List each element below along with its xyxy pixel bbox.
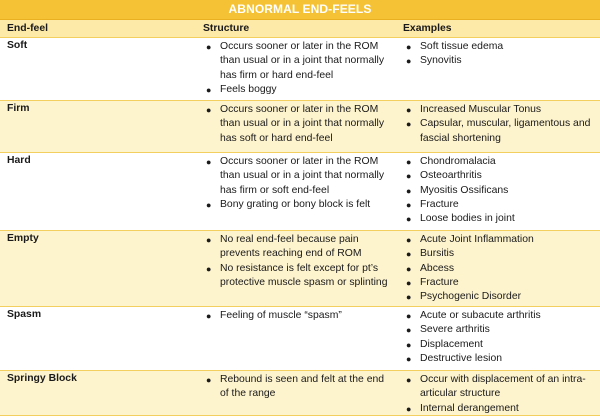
bullet-icon: ● xyxy=(206,84,212,95)
table-row xyxy=(0,101,600,153)
examples-text: Osteoarthritis xyxy=(420,170,482,182)
structure-list xyxy=(203,233,397,290)
list-item xyxy=(403,290,600,304)
structure-text: Occurs sooner or later in the ROM than usual or in a joint that normally has soft or hard end-feel xyxy=(220,104,385,144)
examples-text: Occur with displacement of an intra-articular structure xyxy=(420,374,586,400)
examples-text: Internal derangement xyxy=(420,402,519,414)
structure-list xyxy=(203,309,397,323)
examples-cell xyxy=(397,101,600,152)
examples-cell xyxy=(397,38,600,100)
table-row xyxy=(0,153,600,231)
list-item xyxy=(203,233,397,262)
structure-list xyxy=(203,155,397,212)
bullet-icon: ● xyxy=(406,56,412,67)
list-item xyxy=(403,54,600,68)
examples-text: Acute or subacute arthritis xyxy=(420,310,541,321)
examples-cell xyxy=(397,231,600,306)
structure-text: No resistance is felt except for pt’s protective muscle spasm or splinting xyxy=(220,262,388,288)
header-examples: Examples xyxy=(403,23,452,34)
list-item xyxy=(403,212,600,226)
bullet-icon: ● xyxy=(406,277,412,288)
structure-text: Feeling of muscle “spasm” xyxy=(220,310,342,321)
list-item xyxy=(403,198,600,212)
end-feel-name: Firm xyxy=(7,103,30,114)
structure-cell xyxy=(197,307,397,370)
table-body xyxy=(0,38,600,416)
structure-cell xyxy=(197,101,397,152)
examples-text: Severe arthritis xyxy=(420,324,490,336)
examples-text: Loose bodies in joint xyxy=(420,213,515,225)
examples-cell xyxy=(397,153,600,230)
structure-cell xyxy=(197,231,397,306)
list-item xyxy=(403,373,600,402)
bullet-icon: ● xyxy=(406,185,412,196)
examples-list xyxy=(403,373,600,416)
examples-list xyxy=(403,309,600,366)
examples-text: Soft tissue edema xyxy=(420,41,504,52)
structure-cell xyxy=(197,38,397,100)
bullet-icon: ● xyxy=(406,235,412,245)
end-feel-name: Springy Block xyxy=(7,373,77,384)
bullet-icon: ● xyxy=(406,119,412,130)
list-item xyxy=(403,262,600,276)
bullet-icon: ● xyxy=(206,235,212,245)
bullet-icon: ● xyxy=(406,403,412,414)
bullet-icon: ● xyxy=(406,292,412,303)
examples-text: Chondromalacia xyxy=(420,156,496,167)
examples-text: Myositis Ossificans xyxy=(420,184,509,196)
examples-cell xyxy=(397,371,600,415)
bullet-icon: ● xyxy=(206,263,212,274)
end-feel-name: Empty xyxy=(7,233,39,244)
examples-text: Synovitis xyxy=(420,55,462,67)
bullet-icon: ● xyxy=(406,325,412,336)
table-header-row xyxy=(0,20,600,38)
list-item xyxy=(203,83,397,97)
structure-text: Rebound is seen and felt at the end of the range xyxy=(220,374,385,400)
bullet-icon: ● xyxy=(406,353,412,364)
bullet-icon: ● xyxy=(206,157,212,167)
list-item xyxy=(403,352,600,366)
bullet-icon: ● xyxy=(406,339,412,350)
examples-list xyxy=(403,233,600,304)
bullet-icon: ● xyxy=(406,375,412,385)
end-feel-name: Hard xyxy=(7,155,31,166)
list-item xyxy=(403,247,600,261)
examples-cell xyxy=(397,307,600,370)
examples-text: Capsular, muscular, ligamentous and fascial shortening xyxy=(420,118,591,144)
bullet-icon: ● xyxy=(406,105,412,115)
bullet-icon: ● xyxy=(406,171,412,182)
table-row xyxy=(0,38,600,101)
list-item xyxy=(403,103,600,117)
list-item xyxy=(403,184,600,198)
bullet-icon: ● xyxy=(206,42,212,52)
structure-list xyxy=(203,103,397,146)
structure-cell xyxy=(197,371,397,415)
examples-text: Fracture xyxy=(420,276,459,288)
bullet-icon: ● xyxy=(406,42,412,52)
structure-text: Occurs sooner or later in the ROM than usual or in a joint that normally has firm or soft end-feel xyxy=(220,156,385,196)
bullet-icon: ● xyxy=(206,375,212,385)
list-item xyxy=(403,233,600,247)
structure-text: Occurs sooner or later in the ROM than usual or in a joint that normally has firm or hard end-feel xyxy=(220,41,385,81)
list-item xyxy=(403,402,600,416)
table-row xyxy=(0,231,600,307)
list-item xyxy=(203,155,397,198)
structure-text: Bony grating or bony block is felt xyxy=(220,198,371,210)
list-item xyxy=(203,40,397,83)
examples-list xyxy=(403,40,600,69)
structure-text: No real end-feel because pain prevents reaching end of ROM xyxy=(220,234,362,260)
bullet-icon: ● xyxy=(406,249,412,260)
bullet-icon: ● xyxy=(206,311,212,321)
header-structure: Structure xyxy=(203,23,250,34)
examples-text: Abcess xyxy=(420,262,455,274)
list-item xyxy=(403,117,600,146)
examples-text: Bursitis xyxy=(420,248,455,260)
bullet-icon: ● xyxy=(406,263,412,274)
header-end-feel: End-feel xyxy=(7,23,48,34)
structure-list xyxy=(203,373,397,402)
examples-text: Fracture xyxy=(420,198,459,210)
list-item xyxy=(403,40,600,54)
bullet-icon: ● xyxy=(206,199,212,210)
table-row xyxy=(0,371,600,416)
table-row xyxy=(0,307,600,371)
list-item xyxy=(403,323,600,337)
list-item xyxy=(403,276,600,290)
examples-list xyxy=(403,155,600,226)
bullet-icon: ● xyxy=(206,105,212,115)
examples-text: Displacement xyxy=(420,338,483,350)
list-item xyxy=(403,155,600,169)
list-item xyxy=(203,309,397,323)
end-feel-name: Spasm xyxy=(7,309,42,320)
list-item xyxy=(203,103,397,146)
bullet-icon: ● xyxy=(406,311,412,321)
bullet-icon: ● xyxy=(406,199,412,210)
bullet-icon: ● xyxy=(406,157,412,167)
end-feel-name: Soft xyxy=(7,40,28,51)
bullet-icon: ● xyxy=(406,214,412,225)
list-item xyxy=(203,198,397,212)
examples-text: Psychogenic Disorder xyxy=(420,291,522,303)
structure-cell xyxy=(197,153,397,230)
list-item xyxy=(203,373,397,402)
list-item xyxy=(203,262,397,291)
list-item xyxy=(403,338,600,352)
examples-text: Destructive lesion xyxy=(420,352,503,364)
list-item xyxy=(403,309,600,323)
structure-list xyxy=(203,40,397,97)
examples-text: Increased Muscular Tonus xyxy=(420,104,542,115)
table-title: ABNORMAL END-FEELS xyxy=(0,0,600,20)
examples-text: Acute Joint Inflammation xyxy=(420,234,534,245)
examples-list xyxy=(403,103,600,146)
structure-text: Feels boggy xyxy=(220,83,277,95)
list-item xyxy=(403,169,600,183)
